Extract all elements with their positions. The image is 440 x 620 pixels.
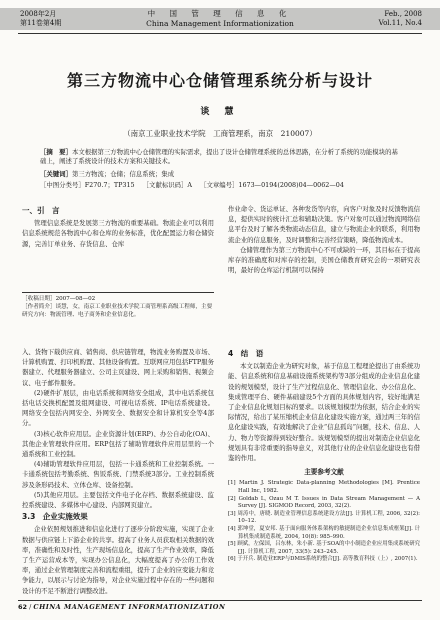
paragraph: 本文以制造企业为研究对象，基于信息工程理论提出了由系统功能、信息系统和信息基础设施系统架构等3部分组成的企业信息化建设的规划模型，设计了生产过程信息化、管理信息化、办公信息化、集成管理平台、硬件基础建设5个方面的具体规划内容，较好地满足了企业信息化规划目标的要求。以该规划模型为依据，结合企业的实际情况，给出了某压缩机企业信息化建设实施方案，通过两三年的信息化建设实践，有效地解决了企业“信息孤岛”问题，技术、信息、人力、物力等资源得到较好整合。该规划模型的提出对制造企业信息化规划具有非常重要的指导意义，对其他行业的企业信息化建设也有借鉴的作用。: [228, 362, 420, 463]
header-right: [379, 10, 422, 28]
keywords-text: 第三方物流；仓储；信息系统；集成: [71, 170, 175, 178]
header-date-cn: 2008年2月: [20, 10, 57, 18]
column-4: [228, 347, 420, 564]
reference-item: [3] 周涛中，唐晓. 制造业管理信息系统建设方法[J]. 计算机工程, 2006, 32(2): 10–12.: [228, 510, 420, 525]
author-bio: ［作者简介］谈慧，女，南京工业职业技术学院工商管理系高级工程师，主要研究方向：物流管理、电子商务和企业信息化。: [22, 304, 213, 318]
abstract-label: ［摘 要］: [40, 148, 72, 156]
paragraph: 作业命令、货运单证、各种发货等内容，向客户对象及时反馈物流信息，提供实时的统计汇总和辅助决策。客户对象可以通过物流网络信息平台及时了解各类物流动态信息，建立与物流企业的联系，利用物流企业的信息服务，及时调整和完善经营策略，降低物流成本。: [228, 205, 420, 244]
article-title: 第三方物流中心仓储管理系统分析与设计: [66, 71, 373, 90]
footer-rule: [18, 600, 422, 601]
footnote: [22, 292, 214, 319]
list-item: (4)辅助管理软件应用层，包括一卡通系统和工业控制系统。一卡通系统包括考勤系统、售饭系统、门禁系统3部分。工业控制系统涉及条形码技术、立体仓库、设备控制。: [22, 460, 214, 489]
list-item: (5)其他应用层。主要包括文件电子化存档、数据系统建设、监控系统建设、多媒体中心建设、内部网页建立。: [22, 490, 214, 510]
clc-code: ［中图分类号］F270.7；TP315: [40, 181, 135, 189]
author-affiliation: （南京工业职业技术学院 工商管理系，南京 210007）: [123, 129, 317, 138]
column-3: [22, 347, 214, 596]
reference-item: [2] Goldab L, Ozau M T. Issues in Data Stream Management — A Survey [J]. SIGMOD Record, 2003, 32(2).: [228, 495, 420, 510]
paragraph: 管理信息系统是发展第三方物流的重要基础。物流企业可以利用信息系统规范各物流中心和仓库的业务标准，优化配置运力和仓储资源，完善订单业务、存货信息、仓库: [22, 219, 214, 248]
footer-journal-en: CHINA MANAGEMENT INFORMATIONIZATION: [33, 603, 226, 611]
header-issue-cn: 第11卷第4期: [20, 19, 62, 27]
reference-item: [5] 顾斌，左保国，吕东林，朱小新. 基于SOA的中小制造企业应用集成系统研究[J]. 计算机工程, 2007, 33(5): 243–245.: [228, 541, 420, 555]
reference-item: [4] 郭坤堂，夏安邦. 基于面向服务体系架构的敏捷制造企业信息集成框架[J]. 计算机集成制造系统, 2004, 10(8): 985–990.: [228, 526, 420, 540]
keywords: [40, 170, 400, 179]
journal-name-cn: 中 国 管 理 信 息 化: [147, 9, 293, 18]
article-number: ［文章编号］1673—0194(2008)04—0062—04: [200, 181, 344, 189]
column-2: [228, 204, 420, 275]
references-heading: 主要参考文献: [304, 468, 344, 477]
abstract-text: 本文根据第三方物流中心仓储管理的实际需求，提出了设计仓储管理系统的总体思路，在分析了系统的功能模块的基础上，阐述了系统设计的技术方案和关键技术。: [40, 148, 398, 165]
running-footer: 62 / CHINA MANAGEMENT INFORMATIONIZATION: [18, 603, 226, 611]
section-heading-intro: 一、引 言: [22, 206, 60, 215]
reference-item: [6] 于开兵. 制造业ERP与DMIS系统的整合[J]. 高等教育科技（上）, 2007(1).: [228, 556, 418, 563]
running-header: [0, 0, 440, 46]
section-heading-conclusion: 4 结 语: [228, 349, 264, 358]
header-date-en: Feb., 2008: [384, 10, 422, 18]
header-journal: [0, 9, 440, 29]
list-item: (3)核心软件应用层。企业资源计划(ERP)、办公自动化(OA)、其他企业管理软件应用。ERP包括了辅助管理软件应用层里的一个通系统和工业控制。: [22, 429, 214, 459]
paragraph: 企业依照规划推进和信息化进行了逐步分阶段实施，实现了企业数据与供应链上下游企业的共享。提高了业务人员获取相关数据的效率，准确性和及时性，生产现场信息化，提高了生产作业效率，降低了生产运营成本等，实现办公信息化，大幅度提高了办公的工作效率，通过企业管理制度完善和流程重组，提升了企业的应变能力和竞争能力，以展示与讨论为指导，对企业实施过程中存在的一些问题和设计的不足不断进行调整改进。: [22, 525, 214, 595]
subsection-heading: 3.3 企业实施效果: [22, 512, 88, 522]
list-item: 入、货物下载供应商、销售商、供应链管理，物流业务购置及市场、计算机购置、打印机购置、其他设备购置。互联网应用包括FTP服务器建立、代理服务器建立、公司主页建设、网上采购和销售、视频会议、电子邮件服务。: [22, 348, 214, 387]
journal-name-en: China Management Informationization: [146, 19, 294, 28]
list-item: (2)硬件扩展层，由电话系统和网络安全组成，其中电话系统包括电话交换机配置及组网建设、可视电话系统、IP电话系统建设。网络安全包括内网安全、外网安全、数据安全和计算机安全等4部分。: [22, 388, 214, 428]
paragraph: 仓储管理作为第三方物流中心不可或缺的一环，其目标在于提高库存的准确度和对库存的控制，美国仓储教育研究会的一项研究表明，最好的仓库运行机制可以保持: [228, 245, 420, 275]
header-vol-en: Vol.11, No.4: [378, 19, 422, 27]
classification-line: [40, 181, 400, 190]
article-author: 谈 慧: [200, 107, 240, 117]
page-number: 62: [18, 603, 28, 611]
received-date: ［收稿日期］2007—08—02: [22, 296, 96, 302]
header-rule: [18, 33, 422, 34]
keywords-label: ［关键词］: [40, 170, 72, 178]
reference-item: [1] Martin J. Strategic Data-planning Methodologies [M]. Prentice Hall Inc, 1982.: [228, 480, 420, 495]
document-code: ［文献标识码］A: [142, 181, 193, 189]
column-1: [22, 204, 214, 249]
